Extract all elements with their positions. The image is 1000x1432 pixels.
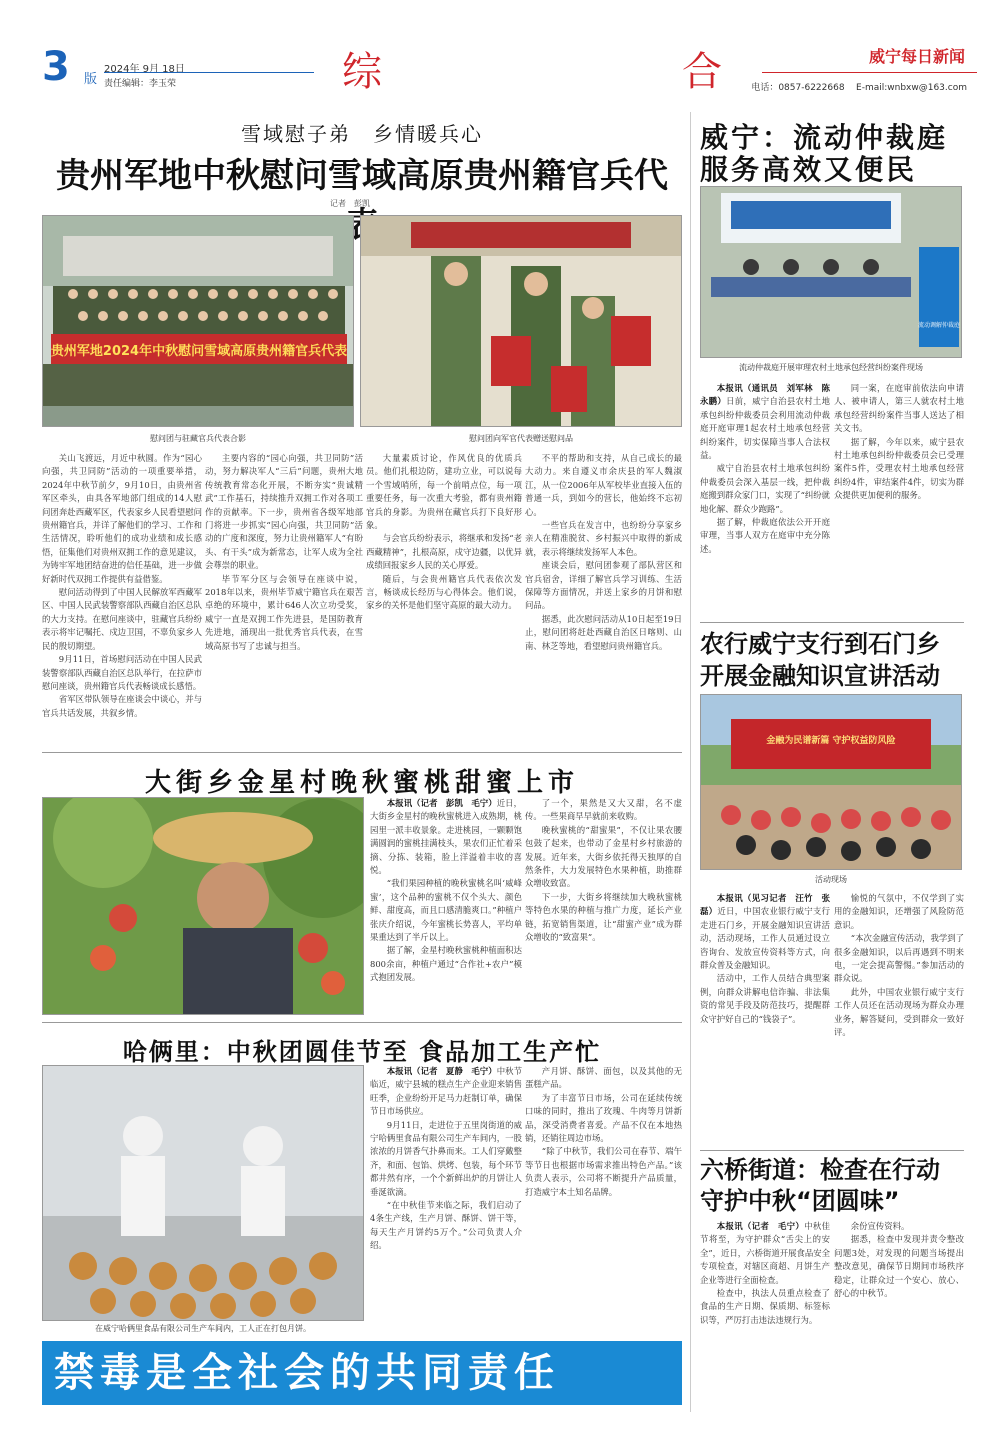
feature-byline: 记者 彭凯 (330, 199, 370, 208)
abc-byline: 本报讯（见习记者 汪竹 张磊） (700, 893, 830, 917)
editor-credit: 责任编辑：李玉荣 (104, 79, 177, 89)
photo5-caption: 流动仲裁庭开展审理农村土地承包经营纠纷案件现场 (739, 363, 923, 372)
contact-info (751, 80, 967, 93)
masthead-rule-left (104, 72, 314, 73)
anti-drug-banner: 禁毒是全社会的共同责任 (42, 1341, 682, 1405)
section-title (342, 40, 722, 97)
photo-mobile-arbitration (700, 186, 962, 358)
halaili-column-1: 本报讯（记者 夏静 毛宁）中秋节临近，威宁县城的糕点生产企业迎来销售旺季，企业纷纷开足马力赶制订单，确保节日市场供应。 9月11日，走进位于五里岗街道的威宁哈俩里食品有限公司生产车间内，一股浓浓的月饼香气扑鼻而来。工人们穿戴整齐，和面、包馅、烘烤、包装，每个环节都井然有序，一个个新鲜出炉的月饼让人垂涎欲滴。 “在中秋佳节来临之际，我们启动了4条生产线，生产月饼、酥饼、饼干等，每天生产月饼约5万个。”公司负责人介绍。 (370, 1066, 522, 1251)
arbitration-column-1: 本报讯（通讯员 刘军林 陈永鹏）日前，威宁自治县农村土地承包纠纷仲裁委员会利用流动仲裁庭开庭审理1起农村土地承包经营纠纷案件，切实保障当事人合法权益。 威宁自治县农村土地承包纠纷仲裁委员会深入基层一线，把仲裁庭搬到群众家门口，实现了“纠纷就地化解、群众少跑路”。 据了解，仲裁庭依法公开开庭审理，当事人双方在庭审中充分陈述。 (700, 383, 830, 554)
photo-banner-text: 贵州军地2024年中秋慰问雪域高原贵州籍官兵代表 (50, 344, 348, 359)
abc-column-2: 愉悦的气氛中，不仅学到了实用的金融知识，还增强了风险防范意识。 “本次金融宣传活动，我学到了很多金融知识，以后再遇到不明来电，一定会提高警惕。”参加活动的群众说。 此外，中国农业银行威宁支行工作人员还在活动现场为群众办理业务，解答疑问，受到群众一致好评。 (834, 893, 964, 1038)
divider (42, 1022, 682, 1023)
masthead-rule-right (762, 72, 977, 73)
section-char-2: 合 (682, 49, 722, 95)
feature-kicker: 雪域慰子弟 乡情暖兵心 (241, 122, 483, 146)
photo4-caption: 在威宁哈俩里食品有限公司生产车间内，工人正在打包月饼。 (95, 1324, 311, 1333)
divider (700, 622, 964, 623)
page-label: 版 (84, 72, 98, 87)
photo-peach-farmer (42, 797, 364, 1015)
liuqiao-column-2: 余份宣传资料。 据悉，检查中发现并责令整改问题3处，对发现的问题当场提出整改意见，确保节日期间市场秩序稳定，让群众过一个安心、放心、舒心的中秋节。 (834, 1221, 964, 1299)
divider (700, 1150, 964, 1151)
arbitration-byline: 本报讯（通讯员 刘军林 陈永鹏） (700, 383, 830, 407)
abc-headline: 农行威宁支行到石门乡 开展金融知识宣讲活动 (700, 630, 940, 690)
photo1-caption: 慰问团与驻藏官兵代表合影 (150, 434, 246, 443)
feature-column-3: 大量素质讨论，作风优良的优质兵员。他们扎根边防，建功立业，可以说每一个雪域哨所，每一个前哨点位，每一项重要任务，每一次重大考验，都有贵州籍官兵的身影。为贵州在藏官兵打下良好形象。 与会官兵纷纷表示，将继承和发扬“老西藏精神”，扎根高原，戍守边疆，以优异成绩回报家乡人民的关心厚爱。 随后，与会贵州籍官兵代表依次发言，畅谈成长经历与心得体会。他们说，家乡的关怀是他们坚守高原的最大动力。 (366, 453, 522, 611)
divider (42, 752, 682, 753)
photo2-caption: 慰问团向军官代表赠送慰问品 (469, 434, 573, 443)
photo6-caption: 活动现场 (815, 875, 847, 884)
arbitration-headline: 威宁：流动仲裁庭 服务高效又便民 (700, 121, 949, 186)
section-char-1: 综 (342, 49, 382, 95)
photo-gift-presentation (360, 215, 682, 427)
photo-food-factory (42, 1065, 364, 1321)
arbitration-sign: 流动调解仲裁庭 (917, 322, 961, 329)
feature-column-2: 主要内容的“园心向强，共卫同防”活动，努力解决军人“三后”问题，贵州大地传统教育常态化开展，不断夯实“贵诚精武”工作基石，持续推升双拥工作对各项工作的贡献率。下一步，贵州省各级军地部门将进一步抓实“园心向强，共卫同防”活动的广度和深度，努力让贵州籍军人“有盼头、有干头”成为新常态，让军人成为全社会尊崇的职业。 毕节军分区与会领导在座谈中说，2018年以来，贵州毕节威宁籍官兵在艰苦卓绝的环境中，累计646人次立功受奖，威宁一直是双拥工作先进县，是国防教育先进地，涌现出一批优秀官兵代表，在雪域高原书写了忠诚与担当。 (205, 453, 363, 651)
halaili-column-2: 产月饼、酥饼、面包，以及其他的无蛋糕产品。 为了丰富节日市场，公司在延续传统口味的同时，推出了玫瑰、牛肉等月饼新品，深受消费者喜爱。产品不仅在本地热销，还销往周边市场。 “除了中秋节，我们公司在春节、端午等节日也根据市场需求推出特色产品。”该负责人表示，公司将不断提升产品质量，打造威宁本土知名品牌。 (525, 1066, 682, 1197)
event-banner-text: 金融为民谱新篇 守护权益防风险 (766, 736, 896, 746)
liuqiao-headline: 六桥街道：检查在行动 守护中秋“团圆味” (700, 1156, 940, 1215)
newspaper-name: 威宁每日新闻 (868, 47, 965, 66)
photo-group-picture (42, 215, 354, 427)
email: E-mail:wnbxw@163.com (856, 83, 967, 93)
abc-column-1: 本报讯（见习记者 汪竹 张磊）近日，中国农业银行威宁支行走进石门乡，开展金融知识宣讲活动，活动现场，工作人员通过设立咨询台、发放宣传资料等方式，向群众普及金融知识。 活动中，工作人员结合典型案例，向群众讲解电信诈骗、非法集资的常见手段及防范技巧，提醒群众守护好自己的“钱袋子”。 (700, 893, 830, 1024)
halaili-byline: 本报讯（记者 夏静 毛宁） (386, 1066, 497, 1076)
feature-headline: 贵州军地中秋慰问雪域高原贵州籍官兵代 (56, 156, 668, 196)
peach-column-1: 本报讯（记者 彭凯 毛宁）近日，大街乡金星村的晚秋蜜桃进入成熟期，桃园里一派丰收景象。走进桃园，一颗颗饱满圆润的蜜桃挂满枝头，果农们正忙着采摘、分拣、装箱，脸上洋溢着丰收的喜悦。 “我们果园种植的晚秋蜜桃名叫‘威峰蜜’，这个品种的蜜桃不仅个头大、颜色鲜、甜度高，而且口感清脆爽口。”种植户张庆介绍说，今年蜜桃长势喜人，平均单果重达到了半斤以上。 据了解，金星村晚秋蜜桃种植面积达800余亩，种植户通过“合作社+农户”模式抱团发展。 (370, 798, 522, 983)
masthead (42, 38, 977, 98)
column-divider (690, 112, 691, 1412)
liuqiao-column-1: 本报讯（记者 毛宁）中秋佳节将至，为守护群众“舌尖上的安全”，近日，六桥街道开展食品安全专项检查，对辖区商超、月饼生产企业等进行全面检查。 检查中，执法人员重点检查了食品的生产日期、保质期、标签标识等，严厉打击违法违规行为。 (700, 1221, 830, 1325)
halaili-headline: 哈俩里：中秋团圆佳节至 食品加工生产忙 (122, 1038, 602, 1066)
arbitration-column-2: 同一案，在庭审前依法向申请人、被申请人，第三人就农村土地承包经营纠纷案件当事人送达了相关文书。 据了解，今年以来，威宁县农村土地承包纠纷仲裁委员会已受理案件5件，受理农村土地承包经营纠纷4件，审结案件4件，切实为群众提供更加便利的服务。 (834, 383, 964, 501)
photo-finance-event (700, 694, 962, 870)
peach-headline: 大街乡金星村晚秋蜜桃甜蜜上市 (144, 768, 579, 798)
liuqiao-byline: 本报讯（记者 毛宁） (716, 1221, 805, 1231)
peach-column-2: 了一个，果然是又大又甜，名不虚传。一些果商早早就前来收购。 晚秋蜜桃的“甜蜜果”，不仅让果农腰包鼓了起来，也带动了金星村乡村旅游的发展。近年来，大街乡依托得天独厚的自然条件，大力发展特色水果种植，助推群众增收致富。 下一步，大街乡将继续加大晚秋蜜桃等特色水果的种植与推广力度，延长产业链，拓宽销售渠道，让“甜蜜产业”成为群众增收的“致富果”。 (525, 798, 682, 943)
feature-column-4: 不平的帮助和支持，从自己成长的最大动力。来自遵义市余庆县的军人魏淑江，从一位2006年从军校毕业直接入伍的普通一兵，到如今的营长，他始终不忘初心。 一些官兵在发言中，也纷纷分享家乡亲人在精准脱贫、乡村振兴中取得的新成就，表示将继续发扬军人本色。 座谈会后，慰问团参观了部队营区和官兵宿舍，详细了解官兵学习训练、生活保障等方面情况，并送上家乡的月饼和慰问品。 据悉，此次慰问活动从10日起至19日止，慰问团将赶赴西藏自治区日喀则、山南、林芝等地，看望慰问贵州籍官兵。 (525, 453, 682, 651)
feature-column-1: 关山飞渡远，月近中秋圆。作为“园心向强，共卫同防”活动的一项重要举措，2024年中秋节前夕，9月10日，由贵州省军区牵头，由具各军地部门组成的14人慰问团奔赴西藏军区，代表家乡人民看望慰问贵州籍官兵，并详了解他们的学习、工作和生活情况，聆听他们的成功业绩和成长感悟，征集他们对贵州双拥工作的意见建议，为铸牢军地团结奋进的信任基础，进一步做好新时代双拥工作提供有益借鉴。 慰问活动得到了中国人民解放军西藏军区、中国人民武装警察部队西藏自治区总队的大力支持。在慰问座谈中，驻藏官兵纷纷表示将牢记嘱托、戍边卫国，不辜负家乡人民的殷切期望。 9月11日，首场慰问活动在中国人民武装警察部队西藏自治区总队举行，在拉萨市慰问座谈，贵州籍官兵代表畅谈成长感悟。 省军区带队领导在座谈会中谈心，并与官兵共话发展，共叙乡情。 (42, 453, 202, 718)
group-photo-illustration (43, 216, 354, 427)
issue-date: 2024年 9月 18日 (104, 64, 185, 75)
peach-byline: 本报讯（记者 彭凯 毛宁） (386, 798, 497, 808)
phone: 电话：0857-6222668 (751, 83, 845, 93)
page-number: 3 (42, 44, 70, 90)
